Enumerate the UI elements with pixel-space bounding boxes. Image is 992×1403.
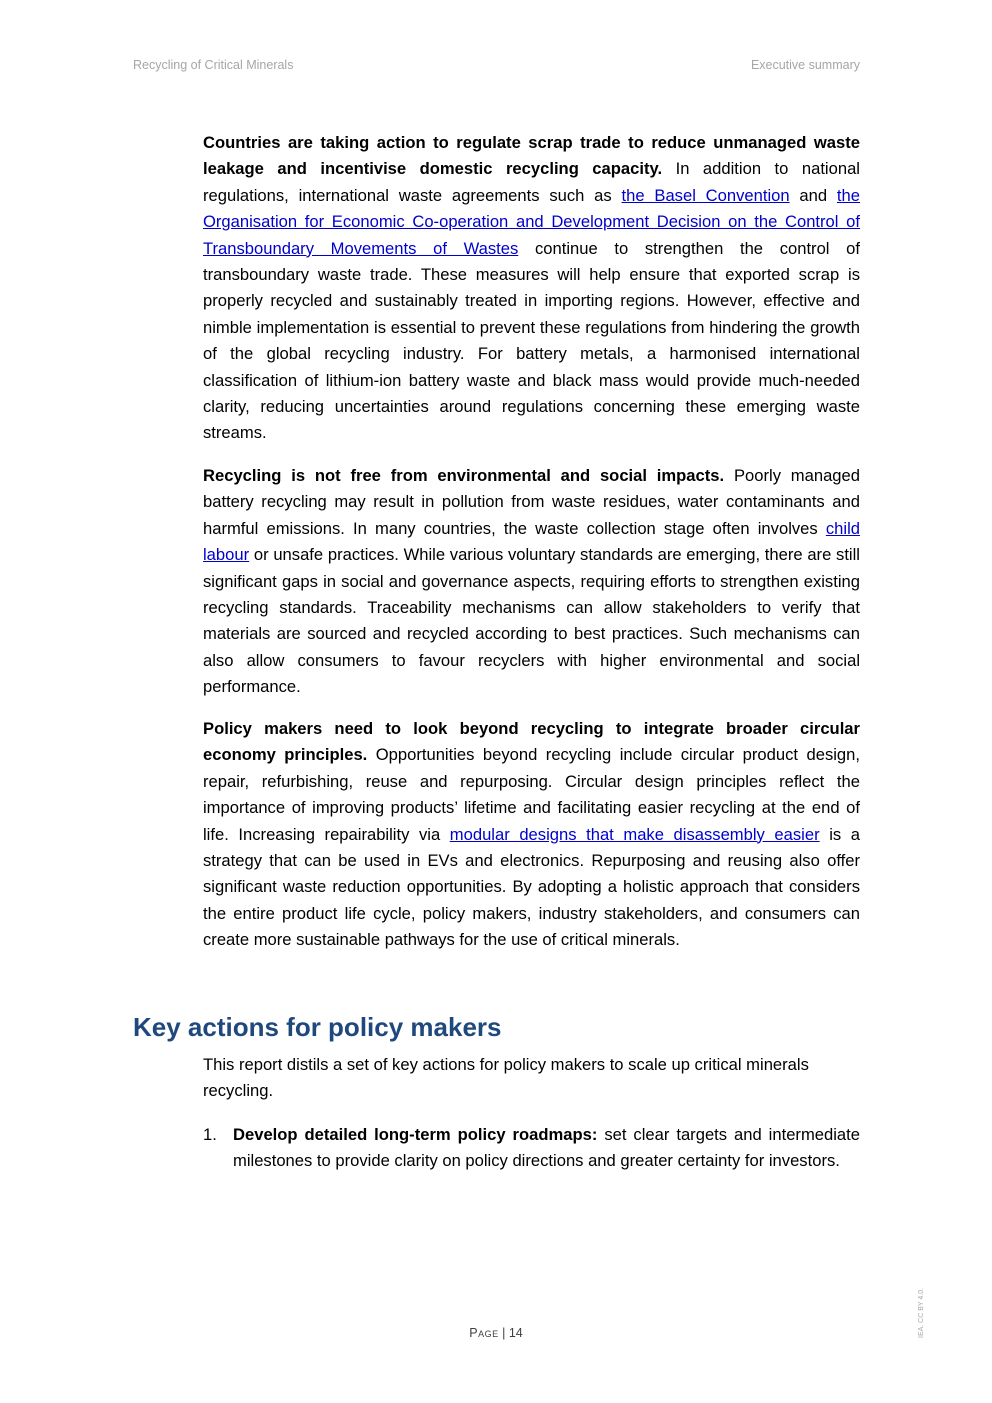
page-label: Page: [469, 1326, 499, 1340]
list-item: [203, 1122, 860, 1175]
header-report-title: Recycling of Critical Minerals: [133, 58, 294, 72]
paragraph-scrap-trade: [203, 130, 860, 447]
key-actions-list: [203, 1122, 860, 1175]
modular-designs-link[interactable]: modular designs that make disassembly easier: [449, 824, 820, 844]
paragraph-lead: Recycling is not free from environmental and social impacts.: [203, 466, 725, 485]
page-number: 14: [508, 1326, 523, 1340]
list-item-title: Develop detailed long-term policy roadmaps:: [233, 1125, 598, 1144]
paragraph-text: or unsafe practices. While various voluntary standards are emerging, there are still significant gaps in social and governance aspects, requiring efforts to strengthen existing recycling standards. Traceability mechanisms can allow stakeholders to verify that materials are sourced and recycled according to best practices. Such mechanisms can also allow consumers to favour recyclers with higher environmental and social performance.: [203, 545, 860, 697]
paragraph-environmental-impacts: [203, 463, 860, 701]
page-footer: [0, 1326, 992, 1340]
section-intro: [203, 1052, 860, 1105]
paragraph-text: continue to strengthen the control of transboundary waste trade. These measures will help ensure that exported scrap is properly recycled and sustainably treated in importing regions. However, effective and nimble implementation is essential to prevent these regulations from hindering the growth of the global recycling industry. For battery metals, a harmonised international classification of lithium-ion battery waste and black mass would provide much-needed clarity, reducing uncertainties around regulations concerning these emerging waste streams.: [203, 238, 861, 443]
license-note: IEA. CC BY 4.0.: [918, 1287, 925, 1338]
paragraph-text: In addition to national regulations, international waste agreements such as: [203, 159, 860, 205]
child-labour-link[interactable]: child labour: [203, 518, 860, 565]
paragraph-text: Poorly managed battery recycling may result in pollution from waste residues, water contaminants and harmful emissions. In many countries, the waste collection stage often involves: [203, 466, 860, 538]
page-separator: |: [498, 1326, 509, 1340]
paragraph-text: is a strategy that can be used in EVs and electronics. Repurposing and reusing also offer significant waste reduction opportunities. By adopting a holistic approach that considers the entire product life cycle, policy makers, industry stakeholders, and consumers can create more sustainable pathways for the use of critical minerals.: [203, 824, 861, 950]
basel-convention-link[interactable]: the Basel Convention: [621, 185, 790, 205]
paragraph-lead: Countries are taking action to regulate scrap trade to reduce unmanaged waste leakage and incentivise domestic recycling capacity.: [203, 133, 860, 179]
oecd-decision-link[interactable]: the Organisation for Economic Co-operation and Development Decision on the Control of Transboundary Movements of Wastes: [203, 185, 860, 258]
section-heading: Key actions for policy makers: [133, 1012, 502, 1042]
list-item-number: 1.: [203, 1125, 217, 1144]
header-section-title: Executive summary: [750, 58, 860, 72]
section-intro-text: This report distils a set of key actions for policy makers to scale up critical minerals recycling.: [203, 1055, 809, 1101]
list-item-text: set clear targets and intermediate milestones to provide clarity on policy directions and greater certainty for investors.: [233, 1125, 860, 1171]
paragraph-circular-economy: [203, 716, 860, 954]
paragraph-lead: Policy makers need to look beyond recycling to integrate broader circular economy principles.: [203, 719, 860, 765]
paragraph-text: Opportunities beyond recycling include circular product design, repair, refurbishing, reuse and repurposing. Circular design principles reflect the importance of improving products’ lifetime and facilitating easier recycling at the end of life. Increasing repairability via: [203, 745, 860, 844]
paragraph-text: and: [789, 185, 837, 205]
